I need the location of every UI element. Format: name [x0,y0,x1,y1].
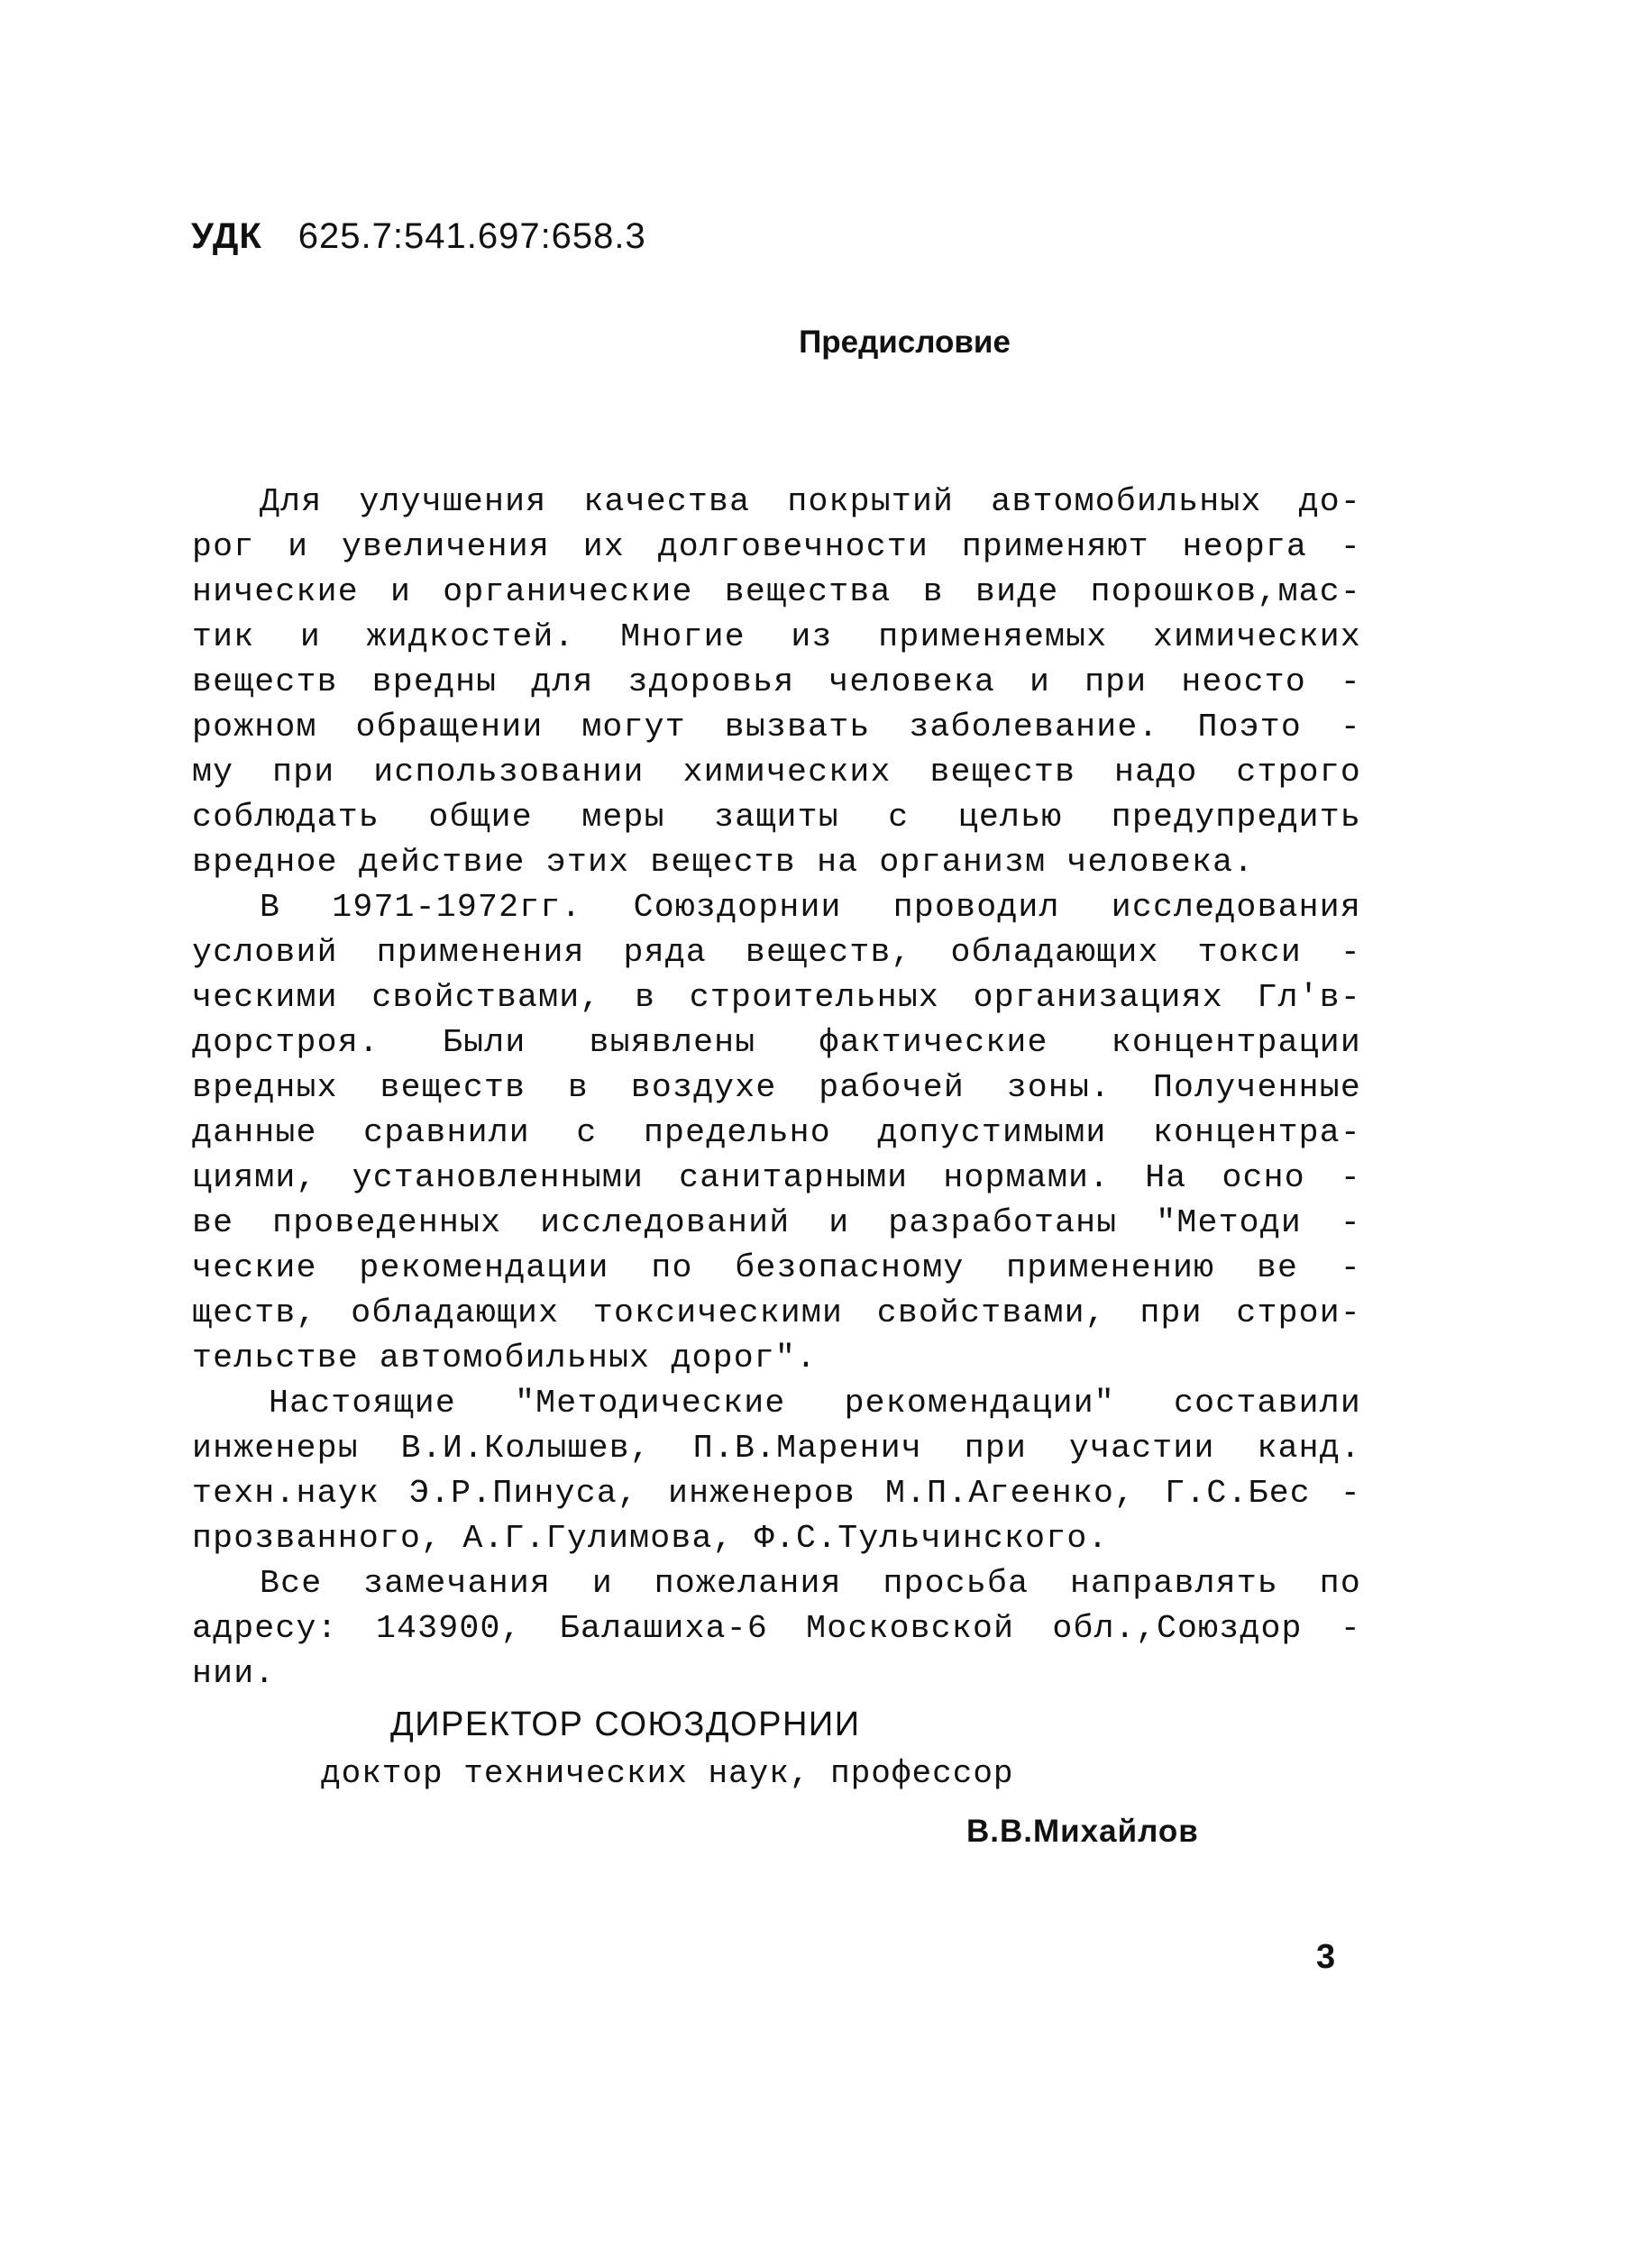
text-line: соблюдать общие меры защиты с целью предупредить [192,799,1361,836]
udk-code [191,216,646,257]
text-line: ческими свойствами, в строительных организациях Гл'в- [192,979,1361,1016]
udk-label: УДК [191,216,262,256]
text-line: Для улучшения качества покрытий автомобильных до- [260,483,1361,520]
text-line: адресу: 143900, Балашиха-6 Московской обл.,Союздор - [192,1610,1361,1647]
text-line: циями, установленными санитарными нормами. На осно - [192,1159,1361,1196]
signature-organization: ДИРЕКТОР СОЮЗДОРНИИ [390,1706,861,1743]
text-line: нические и органические вещества в виде порошков,мас- [192,573,1361,610]
text-line: тик и жидкостей. Многие из применяемых химических [192,618,1361,655]
text-line: Настоящие "Методические рекомендации" составили [269,1385,1361,1422]
text-line: В 1971-1972гг. Союздорнии проводил исследования [260,889,1361,926]
text-line: данные сравнили с предельно допустимыми концентра- [192,1114,1361,1151]
text-line: прозванного, А.Г.Гулимова, Ф.С.Тульчинского. [192,1520,1109,1557]
text-line: условий применения ряда веществ, обладающих токси - [192,934,1361,971]
text-line: дорстроя. Были выявлены фактические концентрации [192,1024,1361,1061]
preface-body [192,480,1361,1696]
text-line: ве проведенных исследований и разработаны "Методи - [192,1204,1361,1241]
text-line: техн.наук Э.Р.Пинуса, инженеров М.П.Агеенко, Г.С.Бес - [192,1475,1361,1512]
text-line: вредных веществ в воздухе рабочей зоны. Полученные [192,1069,1361,1106]
page-title: Предисловие [799,325,1011,360]
text-line: тельстве автомобильных дорог". [192,1340,818,1376]
text-line: веществ вредны для здоровья человека и при неосто - [192,663,1361,700]
udk-number: 625.7:541.697:658.3 [297,216,646,256]
text-line: нии. [192,1655,276,1692]
text-line: рожном обращении могут вызвать заболевание. Поэто - [192,709,1361,745]
text-line: му при использовании химических веществ надо строго [192,754,1361,791]
signature-name: В.В.Михайлов [966,1814,1199,1849]
text-line: ществ, обладающих токсическими свойствами, при строи- [192,1294,1361,1331]
text-line: ческие рекомендации по безопасному применению ве - [192,1249,1361,1286]
signature-degree: доктор технических наук, профессор [321,1755,1014,1792]
text-line: рог и увеличения их долговечности применяют неорга - [192,528,1361,565]
text-line: вредное действие этих веществ на организм человека. [192,844,1255,881]
page-number: 3 [1316,1938,1336,1976]
text-line: инженеры В.И.Колышев, П.В.Маренич при участии канд. [192,1430,1361,1467]
text-line: Все замечания и пожелания просьба направлять по [260,1565,1361,1602]
